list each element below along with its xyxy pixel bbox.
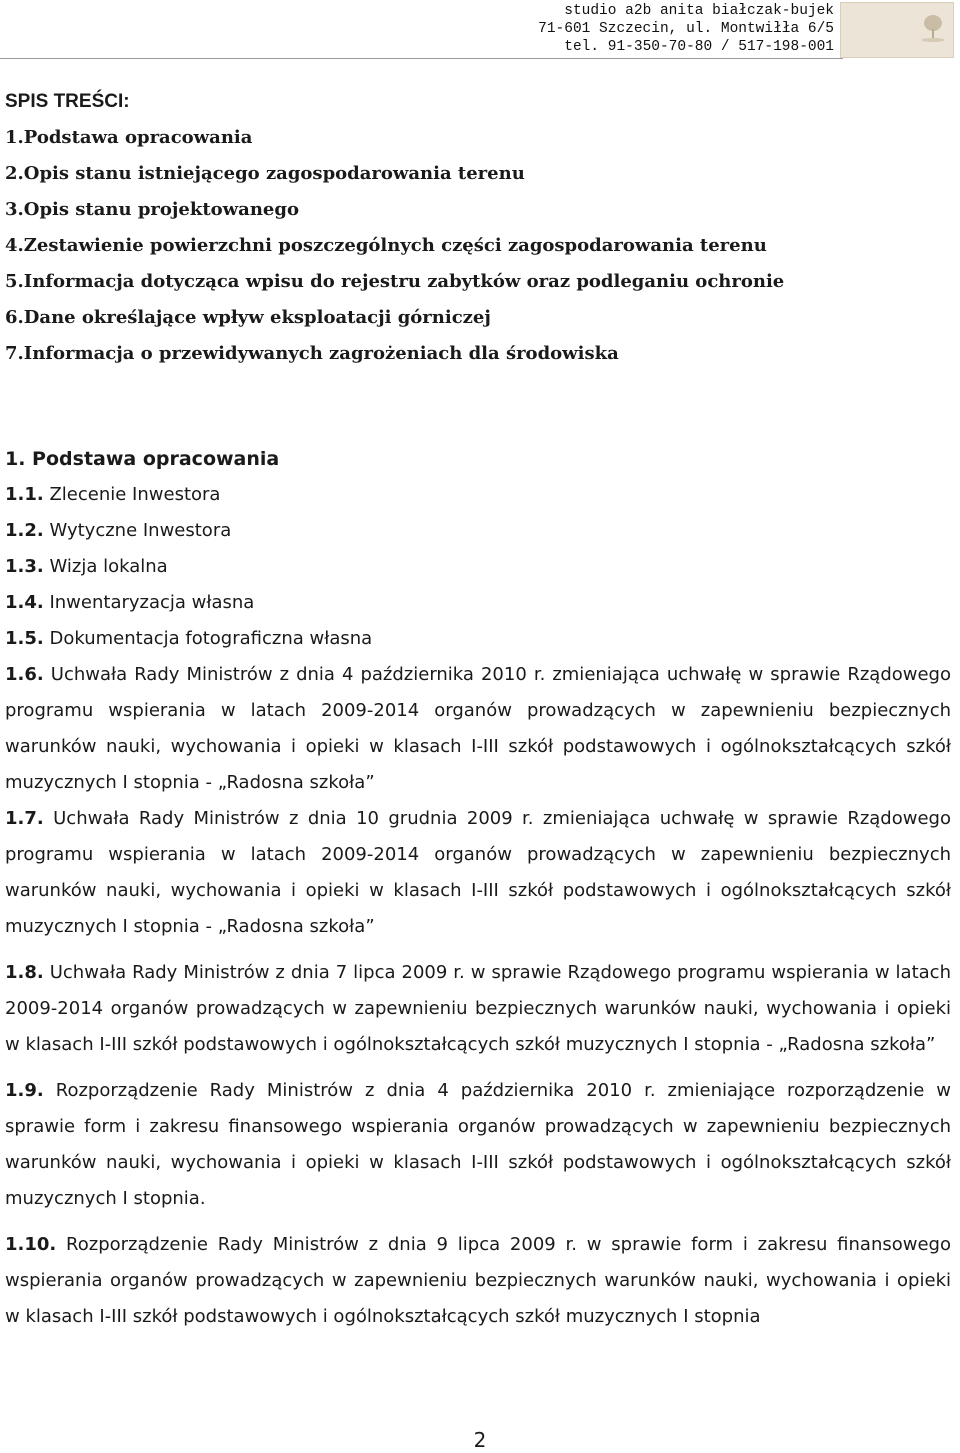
list-item — [5, 1227, 951, 1335]
list-item — [5, 955, 951, 1063]
section-podstawa-opracowania — [5, 441, 951, 1335]
item-text: Uchwała Rady Ministrów z dnia 7 lipca 2009 r. w sprawie Rządowego programu wspierania w latach 2009-2014 organów prowadzących w zapewnieniu bezpiecznych warunków nauki, wychowania i opieki w klasach I-III szkół podstawowych i ogólnokształcących szkół muzycznych I stopnia - „Radosna szkoła” — [5, 962, 951, 1055]
toc-item: 5.Informacja dotycząca wpisu do rejestru zabytków oraz podleganiu ochronie — [5, 271, 785, 292]
toc-item: 6.Dane określające wpływ eksploatacji górniczej — [5, 307, 491, 328]
toc-item: 2.Opis stanu istniejącego zagospodarowania terenu — [5, 163, 525, 184]
studio-logo — [840, 2, 954, 58]
list-item — [5, 1073, 951, 1217]
studio-name: studio a2b anita białczak-bujek — [564, 3, 834, 19]
item-text: Wytyczne Inwestora — [49, 520, 232, 541]
item-number: 1.9. — [5, 1080, 44, 1101]
toc-item: 7.Informacja o przewidywanych zagrożeniach dla środowiska — [5, 343, 619, 364]
item-text: Rozporządzenie Rady Ministrów z dnia 4 października 2010 r. zmieniające rozporządzenie w sprawie form i zakresu finansowego wspierania organów prowadzących w zapewnieniu bezpiecznych warunków nauki, wychowania i opieki w klasach I-III szkół podstawowych i ogólnokształcących szkół muzycznych I stopnia. — [5, 1080, 951, 1209]
list-item — [5, 549, 951, 585]
item-text: Uchwała Rady Ministrów z dnia 4 października 2010 r. zmieniająca uchwałę w sprawie Rządowego programu wspierania w latach 2009-2014 organów prowadzących w zapewnieniu bezpiecznych warunków nauki, wychowania i opieki w klasach I-III szkół podstawowych i ogólnokształcących szkół muzycznych I stopnia - „Radosna szkoła” — [5, 664, 951, 793]
header-divider — [0, 58, 843, 59]
table-of-contents — [5, 84, 784, 372]
item-number: 1.6. — [5, 664, 44, 685]
item-number: 1.4. — [5, 592, 44, 613]
studio-contact — [538, 2, 834, 56]
list-item — [5, 513, 951, 549]
item-text: Dokumentacja fotograficzna własna — [49, 628, 373, 649]
studio-address: 71-601 Szczecin, ul. Montwiłła 6/5 — [538, 21, 834, 37]
toc-item: 4.Zestawienie powierzchni poszczególnych części zagospodarowania terenu — [5, 235, 767, 256]
item-text: Wizja lokalna — [49, 556, 168, 577]
item-text: Rozporządzenie Rady Ministrów z dnia 9 lipca 2009 r. w sprawie form i zakresu finansowego wspierania organów prowadzących w zapewnieniu bezpiecznych warunków nauki, wychowania i opieki w klasach I-III szkół podstawowych i ogólnokształcących szkół muzycznych I stopnia — [5, 1234, 951, 1327]
toc-item: 3.Opis stanu projektowanego — [5, 199, 299, 220]
item-number: 1.7. — [5, 808, 44, 829]
list-item — [5, 621, 951, 657]
page-header — [0, 0, 960, 58]
item-number: 1.2. — [5, 520, 44, 541]
tree-logo-icon — [841, 3, 953, 57]
section-heading: 1. Podstawa opracowania — [5, 448, 280, 470]
item-text: Zlecenie Inwestora — [49, 484, 221, 505]
list-item — [5, 657, 951, 801]
toc-item: 1.Podstawa opracowania — [5, 127, 253, 148]
list-item — [5, 585, 951, 621]
item-text: Uchwała Rady Ministrów z dnia 10 grudnia 2009 r. zmieniająca uchwałę w sprawie Rządowego programu wspierania w latach 2009-2014 organów prowadzących w zapewnieniu bezpiecznych warunków nauki, wychowania i opieki w klasach I-III szkół podstawowych i ogólnokształcących szkół muzycznych I stopnia - „Radosna szkoła” — [5, 808, 951, 937]
item-number: 1.3. — [5, 556, 44, 577]
page-number: 2 — [473, 1428, 487, 1452]
item-number: 1.5. — [5, 628, 44, 649]
list-item — [5, 477, 951, 513]
item-number: 1.10. — [5, 1234, 57, 1255]
item-number: 1.8. — [5, 962, 44, 983]
item-number: 1.1. — [5, 484, 44, 505]
toc-title: SPIS TREŚCI: — [5, 91, 130, 112]
studio-phone: tel. 91-350-70-80 / 517-198-001 — [564, 39, 834, 55]
list-item — [5, 801, 951, 945]
item-text: Inwentaryzacja własna — [49, 592, 255, 613]
